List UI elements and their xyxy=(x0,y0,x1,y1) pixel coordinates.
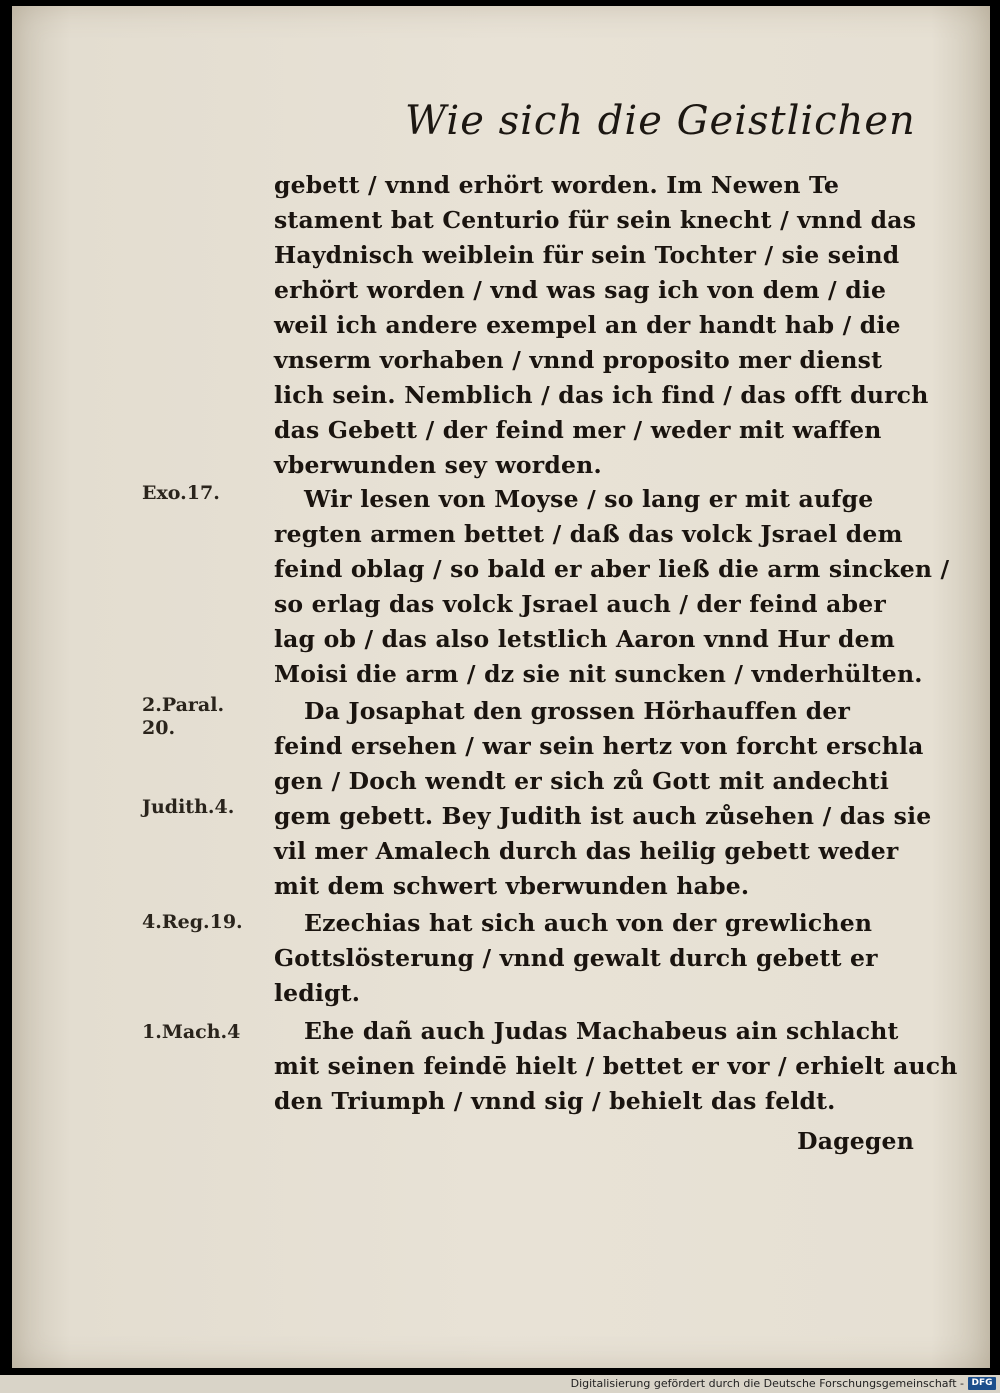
text-line: Wir lesen von Moyse / so lang er mit aufge xyxy=(304,485,874,513)
digitization-credit: Digitalisierung gefördert durch die Deutsche Forschungsgemeinschaft - xyxy=(570,1377,964,1390)
text-line: vnserm vorhaben / vnnd proposito mer dienst xyxy=(274,346,883,374)
text-line: stament bat Centurio für sein knecht / vnnd das xyxy=(274,206,917,234)
text-line: lag ob / das also letstlich Aaron vnnd Hur dem xyxy=(274,625,895,653)
book-page xyxy=(12,6,990,1368)
text-line: gem gebett. Bey Judith ist auch zůsehen / das sie xyxy=(274,802,932,830)
dfg-logo-icon: DFG xyxy=(968,1377,996,1390)
text-line: so erlag das volck Jsrael auch / der feind aber xyxy=(274,590,886,618)
text-line: vil mer Amalech durch das heilig gebett weder xyxy=(274,837,899,865)
margin-note: Exo.17. xyxy=(142,482,220,504)
margin-note: 1.Mach.4 xyxy=(142,1021,241,1043)
text-line: mit dem schwert vberwunden habe. xyxy=(274,872,750,900)
text-line: gebett / vnnd erhört worden. Im Newen Te xyxy=(274,171,840,199)
text-line: regten armen bettet / daß das volck Jsrael dem xyxy=(274,520,903,548)
text-line: lich sein. Nemblich / das ich find / das offt durch xyxy=(274,381,929,409)
text-line: Gottslösterung / vnnd gewalt durch gebett er xyxy=(274,944,878,972)
text-line: vberwunden sey worden. xyxy=(274,451,602,479)
text-line: Moisi die arm / dz sie nit suncken / vnderhülten. xyxy=(274,660,923,688)
text-line: Da Josaphat den grossen Hörhauffen der xyxy=(304,697,851,725)
text-line: Haydnisch weiblein für sein Tochter / sie seind xyxy=(274,241,900,269)
text-line: weil ich andere exempel an der handt hab / die xyxy=(274,311,901,339)
text-line: feind oblag / so bald er aber ließ die arm sincken / xyxy=(274,555,950,583)
text-line: ledigt. xyxy=(274,979,361,1007)
margin-note: 20. xyxy=(142,717,176,739)
text-line: den Triumph / vnnd sig / behielt das feldt. xyxy=(274,1087,836,1115)
margin-note: 4.Reg.19. xyxy=(142,911,243,933)
text-line: feind ersehen / war sein hertz von forcht erschla xyxy=(274,732,924,760)
text-line: mit seinen feindē hielt / bettet er vor / erhielt auch xyxy=(274,1052,958,1080)
text-line: das Gebett / der feind mer / weder mit waffen xyxy=(274,416,882,444)
text-line: erhört worden / vnd was sag ich von dem / die xyxy=(274,276,887,304)
catchword: Dagegen xyxy=(797,1127,914,1155)
text-line: gen / Doch wendt er sich zů Gott mit andechti xyxy=(274,767,889,795)
running-head: Wie sich die Geistlichen xyxy=(405,98,916,144)
text-line: Ezechias hat sich auch von der grewlichen xyxy=(304,909,873,937)
margin-note: Judith.4. xyxy=(142,796,235,818)
text-line: Ehe dañ auch Judas Machabeus ain schlacht xyxy=(304,1017,899,1045)
margin-note: 2.Paral. xyxy=(142,694,225,716)
